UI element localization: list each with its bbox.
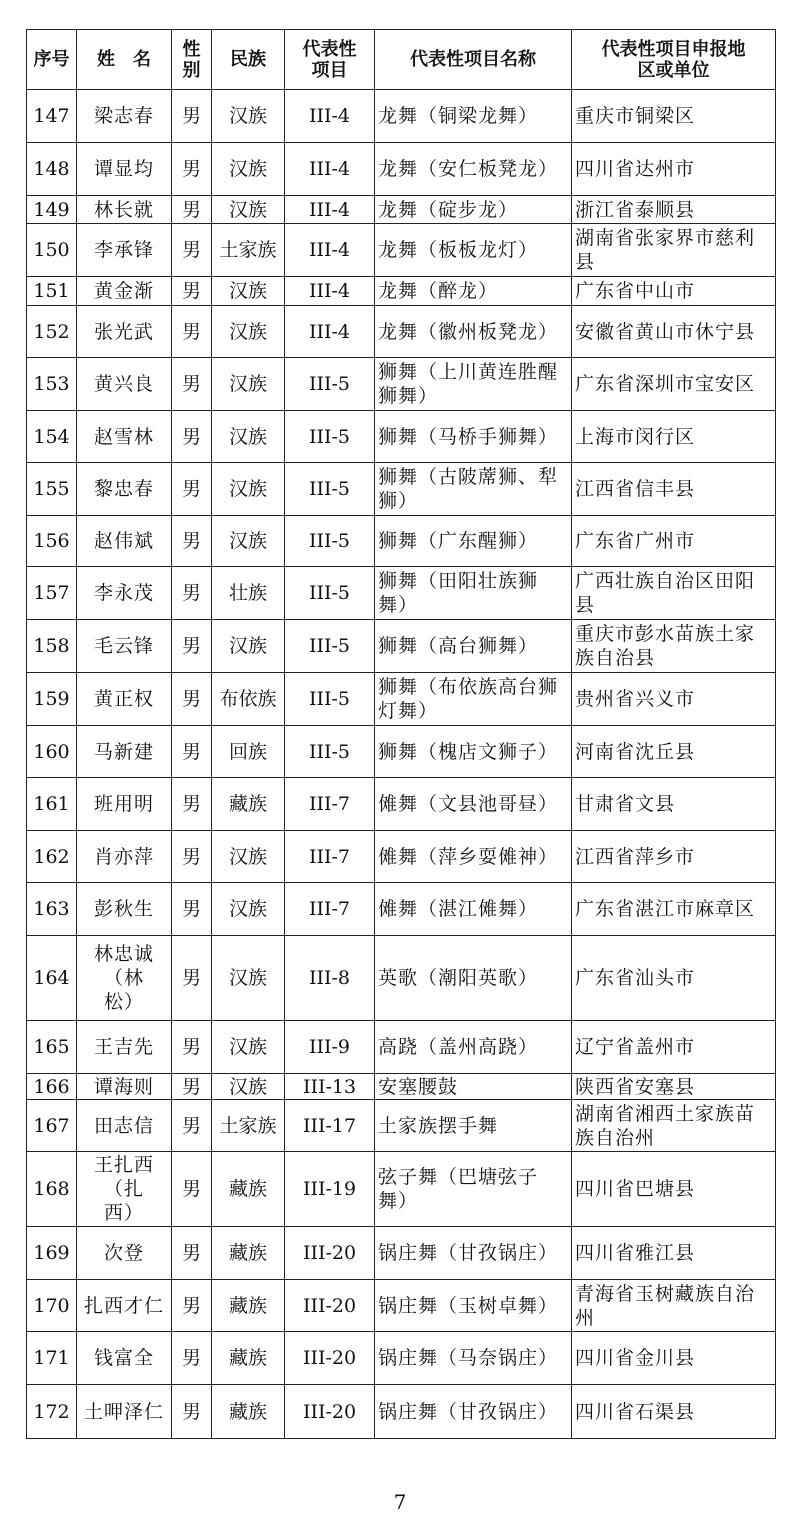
person-name: 土呷泽仁 (77, 1385, 172, 1439)
person-name: 王扎西（扎西） (77, 1152, 172, 1227)
item-code: III-5 (285, 726, 375, 778)
header-sex: 性别 (172, 30, 212, 90)
sex-cell: 男 (172, 90, 212, 143)
region-cell: 贵州省兴义市 (572, 673, 776, 726)
item-code: III-5 (285, 620, 375, 673)
sex-cell: 男 (172, 1385, 212, 1439)
sex-cell: 男 (172, 567, 212, 620)
row-number: 151 (27, 277, 77, 306)
person-name: 李永茂 (77, 567, 172, 620)
region-cell: 广东省湛江市麻章区 (572, 883, 776, 936)
ethnicity-cell: 土家族 (212, 224, 285, 277)
person-name: 黄兴良 (77, 358, 172, 411)
item-name: 锅庄舞（马奈锅庄） (375, 1332, 572, 1385)
item-name: 龙舞（醉龙） (375, 277, 572, 306)
ethnicity-cell: 藏族 (212, 1152, 285, 1227)
sex-cell: 男 (172, 883, 212, 936)
sex-cell: 男 (172, 411, 212, 463)
item-name: 龙舞（碇步龙） (375, 196, 572, 224)
person-name: 钱富全 (77, 1332, 172, 1385)
table-row (27, 936, 776, 1021)
person-name: 梁志春 (77, 90, 172, 143)
page-number: 7 (393, 1490, 407, 1514)
person-name: 次登 (77, 1227, 172, 1280)
table-row (27, 673, 776, 726)
row-number: 154 (27, 411, 77, 463)
table-row (27, 1385, 776, 1439)
item-code: III-4 (285, 224, 375, 277)
row-number: 160 (27, 726, 77, 778)
item-name: 高跷（盖州高跷） (375, 1021, 572, 1074)
ethnicity-cell: 汉族 (212, 358, 285, 411)
region-cell: 青海省玉树藏族自治州 (572, 1280, 776, 1332)
ethnicity-cell: 汉族 (212, 411, 285, 463)
ethnicity-cell: 藏族 (212, 778, 285, 831)
item-code: III-20 (285, 1280, 375, 1332)
ethnicity-cell: 汉族 (212, 143, 285, 196)
person-name: 李承锋 (77, 224, 172, 277)
header-number: 序号 (27, 30, 77, 90)
table-row (27, 883, 776, 936)
item-name: 锅庄舞（玉树卓舞） (375, 1280, 572, 1332)
item-name: 锅庄舞（甘孜锅庄） (375, 1385, 572, 1439)
region-cell: 湖南省湘西土家族苗族自治州 (572, 1100, 776, 1152)
table-body (27, 90, 776, 1439)
item-name: 狮舞（古陂蓆狮、犁狮） (375, 463, 572, 516)
item-code: III-4 (285, 90, 375, 143)
person-name: 谭海则 (77, 1074, 172, 1100)
sex-cell: 男 (172, 1280, 212, 1332)
sex-cell: 男 (172, 831, 212, 883)
person-name: 马新建 (77, 726, 172, 778)
row-number: 169 (27, 1227, 77, 1280)
sex-cell: 男 (172, 306, 212, 358)
table-row (27, 306, 776, 358)
item-code: III-19 (285, 1152, 375, 1227)
header-item-code: 代表性项目 (285, 30, 375, 90)
row-number: 167 (27, 1100, 77, 1152)
item-code: III-8 (285, 936, 375, 1021)
sex-cell: 男 (172, 224, 212, 277)
sex-cell: 男 (172, 143, 212, 196)
table-row (27, 1280, 776, 1332)
ethnicity-cell: 汉族 (212, 1021, 285, 1074)
person-name: 谭显均 (77, 143, 172, 196)
item-code: III-7 (285, 883, 375, 936)
item-name: 龙舞（徽州板凳龙） (375, 306, 572, 358)
region-cell: 安徽省黄山市休宁县 (572, 306, 776, 358)
ethnicity-cell: 汉族 (212, 277, 285, 306)
person-name: 班用明 (77, 778, 172, 831)
table-row (27, 358, 776, 411)
region-cell: 四川省巴塘县 (572, 1152, 776, 1227)
ethnicity-cell: 汉族 (212, 936, 285, 1021)
item-code: III-4 (285, 143, 375, 196)
item-name: 狮舞（高台狮舞） (375, 620, 572, 673)
item-name: 狮舞（布依族高台狮灯舞） (375, 673, 572, 726)
sex-cell: 男 (172, 1100, 212, 1152)
item-code: III-5 (285, 673, 375, 726)
region-cell: 湖南省张家界市慈利县 (572, 224, 776, 277)
row-number: 156 (27, 516, 77, 567)
table-row (27, 778, 776, 831)
ethnicity-cell: 回族 (212, 726, 285, 778)
sex-cell: 男 (172, 620, 212, 673)
inheritor-table (26, 29, 776, 1439)
item-code: III-7 (285, 778, 375, 831)
table-row (27, 90, 776, 143)
table-row (27, 1100, 776, 1152)
row-number: 166 (27, 1074, 77, 1100)
ethnicity-cell: 藏族 (212, 1332, 285, 1385)
item-code: III-5 (285, 411, 375, 463)
region-cell: 四川省达州市 (572, 143, 776, 196)
ethnicity-cell: 汉族 (212, 831, 285, 883)
table-row (27, 516, 776, 567)
person-name: 赵雪林 (77, 411, 172, 463)
ethnicity-cell: 汉族 (212, 1074, 285, 1100)
sex-cell: 男 (172, 1021, 212, 1074)
ethnicity-cell: 汉族 (212, 883, 285, 936)
row-number: 157 (27, 567, 77, 620)
person-name: 黄金渐 (77, 277, 172, 306)
row-number: 168 (27, 1152, 77, 1227)
sex-cell: 男 (172, 463, 212, 516)
header-name: 姓 名 (77, 30, 172, 90)
person-name: 林长就 (77, 196, 172, 224)
ethnicity-cell: 土家族 (212, 1100, 285, 1152)
table-row (27, 224, 776, 277)
item-name: 狮舞（广东醒狮） (375, 516, 572, 567)
item-code: III-5 (285, 567, 375, 620)
region-cell: 重庆市彭水苗族土家族自治县 (572, 620, 776, 673)
ethnicity-cell: 藏族 (212, 1385, 285, 1439)
region-cell: 浙江省泰顺县 (572, 196, 776, 224)
region-cell: 广东省汕头市 (572, 936, 776, 1021)
ethnicity-cell: 布依族 (212, 673, 285, 726)
item-name: 傩舞（文县池哥昼） (375, 778, 572, 831)
region-cell: 重庆市铜梁区 (572, 90, 776, 143)
person-name: 张光武 (77, 306, 172, 358)
item-code: III-17 (285, 1100, 375, 1152)
row-number: 147 (27, 90, 77, 143)
sex-cell: 男 (172, 1152, 212, 1227)
item-name: 狮舞（田阳壮族狮舞） (375, 567, 572, 620)
item-code: III-20 (285, 1227, 375, 1280)
region-cell: 四川省雅江县 (572, 1227, 776, 1280)
ethnicity-cell: 藏族 (212, 1280, 285, 1332)
row-number: 163 (27, 883, 77, 936)
table-row (27, 567, 776, 620)
item-name: 弦子舞（巴塘弦子舞） (375, 1152, 572, 1227)
row-number: 159 (27, 673, 77, 726)
person-name: 田志信 (77, 1100, 172, 1152)
table-row (27, 411, 776, 463)
row-number: 165 (27, 1021, 77, 1074)
item-code: III-9 (285, 1021, 375, 1074)
region-cell: 广东省深圳市宝安区 (572, 358, 776, 411)
item-code: III-20 (285, 1385, 375, 1439)
item-name: 狮舞（马桥手狮舞） (375, 411, 572, 463)
table-row (27, 143, 776, 196)
item-name: 狮舞（槐店文狮子） (375, 726, 572, 778)
sex-cell: 男 (172, 277, 212, 306)
region-cell: 江西省萍乡市 (572, 831, 776, 883)
person-name: 肖亦萍 (77, 831, 172, 883)
table-row (27, 831, 776, 883)
region-cell: 广东省广州市 (572, 516, 776, 567)
row-number: 158 (27, 620, 77, 673)
ethnicity-cell: 汉族 (212, 620, 285, 673)
sex-cell: 男 (172, 516, 212, 567)
row-number: 150 (27, 224, 77, 277)
row-number: 155 (27, 463, 77, 516)
table-row (27, 726, 776, 778)
item-name: 锅庄舞（甘孜锅庄） (375, 1227, 572, 1280)
table-row (27, 620, 776, 673)
item-name: 安塞腰鼓 (375, 1074, 572, 1100)
row-number: 164 (27, 936, 77, 1021)
region-cell: 甘肃省文县 (572, 778, 776, 831)
item-code: III-5 (285, 463, 375, 516)
item-code: III-13 (285, 1074, 375, 1100)
table-row (27, 1332, 776, 1385)
region-cell: 辽宁省盖州市 (572, 1021, 776, 1074)
table-row (27, 1021, 776, 1074)
table-row (27, 277, 776, 306)
item-code: III-20 (285, 1332, 375, 1385)
region-cell: 上海市闵行区 (572, 411, 776, 463)
person-name: 黄正权 (77, 673, 172, 726)
sex-cell: 男 (172, 1074, 212, 1100)
item-name: 龙舞（铜梁龙舞） (375, 90, 572, 143)
item-code: III-5 (285, 358, 375, 411)
item-name: 龙舞（安仁板凳龙） (375, 143, 572, 196)
sex-cell: 男 (172, 936, 212, 1021)
item-code: III-5 (285, 516, 375, 567)
sex-cell: 男 (172, 358, 212, 411)
row-number: 172 (27, 1385, 77, 1439)
sex-cell: 男 (172, 778, 212, 831)
sex-cell: 男 (172, 1227, 212, 1280)
table-header-row (27, 30, 776, 90)
item-name: 英歌（潮阳英歌） (375, 936, 572, 1021)
table-row (27, 1152, 776, 1227)
item-code: III-4 (285, 196, 375, 224)
ethnicity-cell: 汉族 (212, 463, 285, 516)
person-name: 扎西才仁 (77, 1280, 172, 1332)
region-cell: 河南省沈丘县 (572, 726, 776, 778)
table-row (27, 1227, 776, 1280)
person-name: 黎忠春 (77, 463, 172, 516)
sex-cell: 男 (172, 1332, 212, 1385)
item-code: III-4 (285, 306, 375, 358)
sex-cell: 男 (172, 726, 212, 778)
row-number: 149 (27, 196, 77, 224)
item-code: III-7 (285, 831, 375, 883)
region-cell: 广东省中山市 (572, 277, 776, 306)
row-number: 170 (27, 1280, 77, 1332)
item-name: 傩舞（湛江傩舞） (375, 883, 572, 936)
item-name: 龙舞（板板龙灯） (375, 224, 572, 277)
ethnicity-cell: 汉族 (212, 196, 285, 224)
header-region: 代表性项目申报地区或单位 (572, 30, 776, 90)
table-row (27, 1074, 776, 1100)
row-number: 148 (27, 143, 77, 196)
table-row (27, 463, 776, 516)
header-ethnicity: 民族 (212, 30, 285, 90)
item-name: 傩舞（萍乡耍傩神） (375, 831, 572, 883)
person-name: 赵伟斌 (77, 516, 172, 567)
ethnicity-cell: 汉族 (212, 90, 285, 143)
person-name: 彭秋生 (77, 883, 172, 936)
row-number: 162 (27, 831, 77, 883)
sex-cell: 男 (172, 673, 212, 726)
region-cell: 江西省信丰县 (572, 463, 776, 516)
item-name: 土家族摆手舞 (375, 1100, 572, 1152)
person-name: 毛云锋 (77, 620, 172, 673)
item-name: 狮舞（上川黄连胜醒狮舞） (375, 358, 572, 411)
person-name: 王吉先 (77, 1021, 172, 1074)
ethnicity-cell: 汉族 (212, 306, 285, 358)
item-code: III-4 (285, 277, 375, 306)
sex-cell: 男 (172, 196, 212, 224)
region-cell: 陕西省安塞县 (572, 1074, 776, 1100)
person-name: 林忠诚（林松） (77, 936, 172, 1021)
row-number: 153 (27, 358, 77, 411)
region-cell: 广西壮族自治区田阳县 (572, 567, 776, 620)
row-number: 161 (27, 778, 77, 831)
row-number: 152 (27, 306, 77, 358)
row-number: 171 (27, 1332, 77, 1385)
ethnicity-cell: 汉族 (212, 516, 285, 567)
region-cell: 四川省石渠县 (572, 1385, 776, 1439)
table-row (27, 196, 776, 224)
ethnicity-cell: 藏族 (212, 1227, 285, 1280)
ethnicity-cell: 壮族 (212, 567, 285, 620)
region-cell: 四川省金川县 (572, 1332, 776, 1385)
header-item-name: 代表性项目名称 (375, 30, 572, 90)
